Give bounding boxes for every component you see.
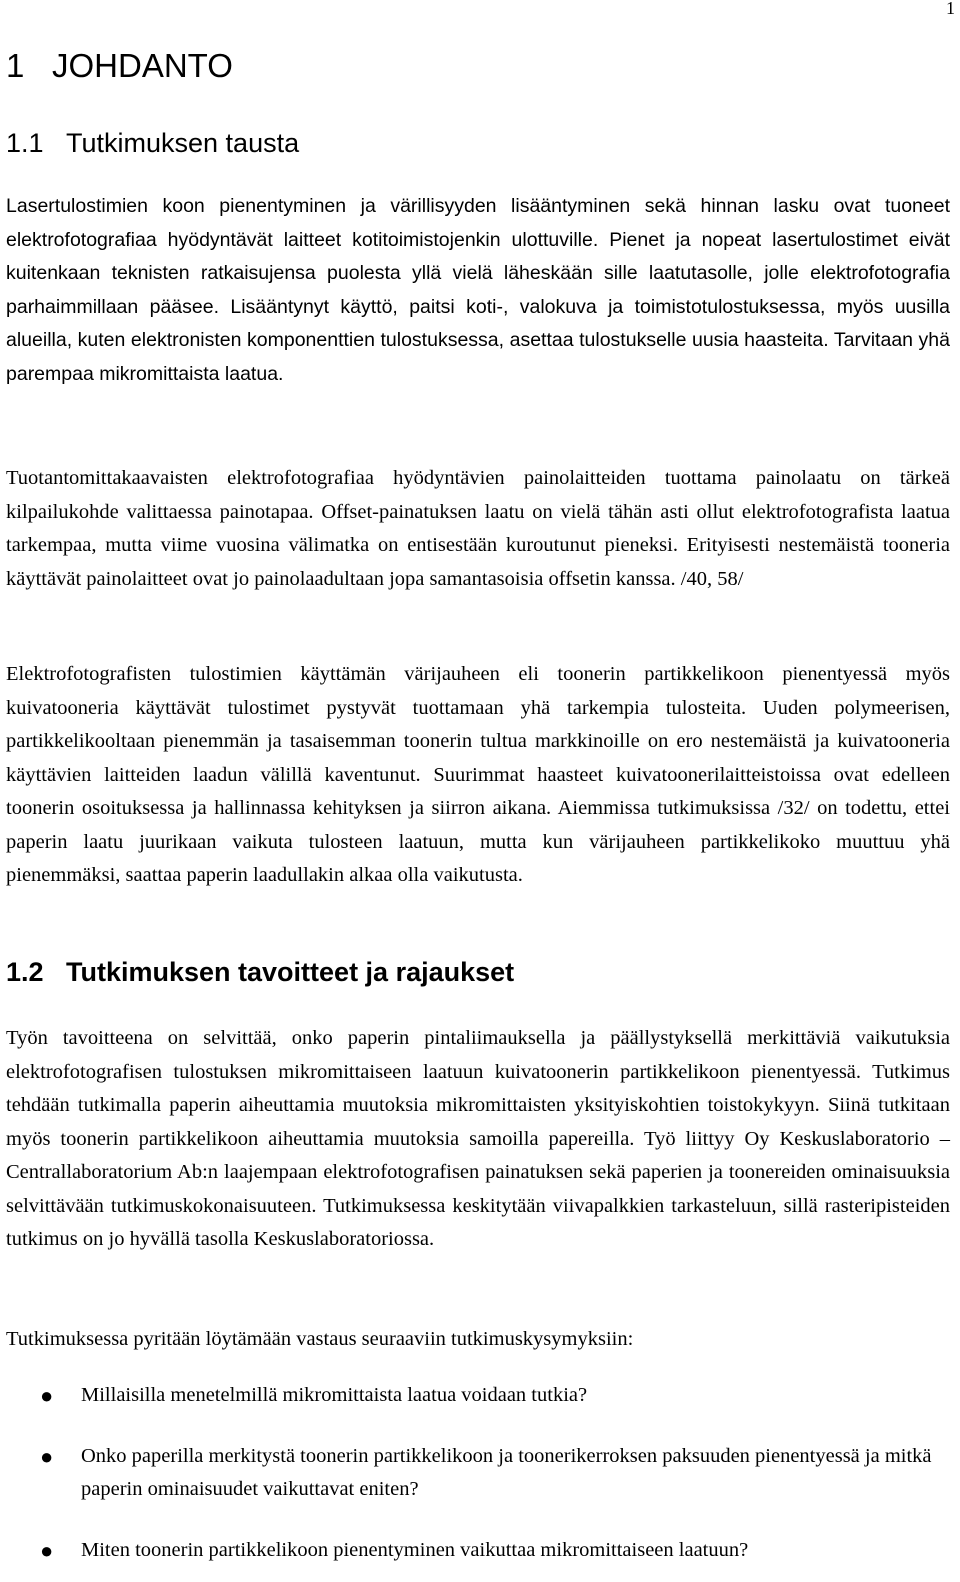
bullet-icon: ● [40,1383,54,1408]
research-question-text: Millaisilla menetelmillä mikromittaista laatua voidaan tutkia? [81,1384,588,1406]
bullet-icon: ● [40,1443,54,1469]
research-question-text: Miten toonerin partikkelikoon pienentyminen vaikuttaa mikromittaiseen laatuun? [81,1538,749,1561]
page-number: 1 [946,0,955,18]
bullet-icon: ● [40,1537,54,1563]
section-heading-1-1 [6,126,299,160]
paragraph-background-1: Lasertulostimien koon pienentyminen ja värillisyyden lisääntyminen sekä hinnan lasku ovat tuoneet elektrofotografiaa hyödyntävät laitteet kotitoimistojenkin ulottuville. Pienet ja nopeat lasertulostimet eivät kuitenkaan teknisten ratkaisujensa puolesta yllä vielä läheskään sille laatutasolle, jolle elektrofotografia parhaimmillaan pääsee. Lisääntynyt käyttö, paitsi koti-, valokuva ja toimistotulostuksessa, myös uusilla alueilla, kuten elektronisten komponenttien tulostuksessa, asettaa tulostukselle uusia haasteita. Tarvitaan yhä parempaa mikromittaista laatua. [6,195,950,385]
paragraph-questions-intro: Tutkimuksessa pyritään löytämään vastaus seuraaviin tutkimuskysymyksiin: [6,1328,634,1350]
paragraph-background-3: Elektrofotografisten tulostimien käyttämän värijauheen eli toonerin partikkelikoon pienentyessä myös kuivatooneria käyttävät tulostimet pystyvät tuottamaan yhä tarkempia tulosteita. Uuden polymeerisen, partikkelikooltaan pienemmän ja tasaisemman toonerin tultua markkinoille on ero nestemäistä ja kuivatooneria käyttävien laitteiden laadun välillä kaventunut. Suurimmat haasteet kuivatoonerilaitteistoissa ovat edelleen toonerin osoituksessa ja hallinnassa kehityksen ja siirron aikana. Aiemmissa tutkimuksissa /32/ on todettu, ettei paperin laatu juurikaan vaikuta tulosteen laatuun, mutta kun värijauheen partikkelikoko muuttuu yhä pienemmäksi, saattaa paperin laadullakin alkaa olla vaikutusta. [6,663,950,886]
section-number-1-2: 1.2 [6,957,44,987]
list-item [6,1534,950,1568]
list-item [6,1379,950,1413]
section-title-1-1: Tutkimuksen tausta [66,128,300,158]
paragraph-background-2: Tuotantomittakaavaisten elektrofotografiaa hyödyntävien painolaitteiden tuottama painolaatu on tärkeä kilpailukohde valittaessa painotapaa. Offset-painatuksen laatu on vielä tähän asti ollut elektrofotografista laatua tarkempaa, mutta viime vuosina välimatka on entisestään kuroutunut pieneksi. Erityisesti nestemäistä tooneria käyttävät painolaitteet ovat jo painolaadultaan jopa samantasoisia offsetin kanssa. /40, 58/ [6,467,950,590]
section-title-1-2: Tutkimuksen tavoitteet ja rajaukset [66,957,515,987]
chapter-title: JOHDANTO [52,47,233,84]
section-heading-1-2 [6,955,514,989]
chapter-number: 1 [6,47,25,84]
research-question-text: Onko paperilla merkitystä toonerin partikkelikoon ja toonerikerroksen paksuuden pienentyessä ja mitkä paperin ominaisuudet vaikuttavat eniten? [81,1444,932,1500]
chapter-heading [6,46,233,86]
research-questions-list [6,1379,950,1567]
list-item [6,1440,950,1507]
paragraph-goals: Työn tavoitteena on selvittää, onko paperin pintaliimauksella ja päällystyksellä merkittäviä vaikutuksia elektrofotografisen tulostuksen mikromittaiseen laatuun kuivatoonerin partikkelikoon pienentyessä. Tutkimus tehdään tutkimalla paperin aiheuttamia muutoksia mikromittaisten yksityiskohtien toistokykyyn. Siinä tutkitaan myös toonerin partikkelikoon aiheuttamia muutoksia samoilla papereilla. Työ liittyy Oy Keskuslaboratorio – Centrallaboratorium Ab:n laajempaan elektrofotografisen painatuksen sekä paperien ja toonereiden ominaisuuksia selvittävään tutkimuskokonaisuuteen. Tutkimuksessa keskitytään viivapalkkien tarkasteluun, sillä rasteripisteiden tutkimus on jo hyvällä tasolla Keskuslaboratoriossa. [6,1027,950,1250]
section-number-1-1: 1.1 [6,128,44,158]
